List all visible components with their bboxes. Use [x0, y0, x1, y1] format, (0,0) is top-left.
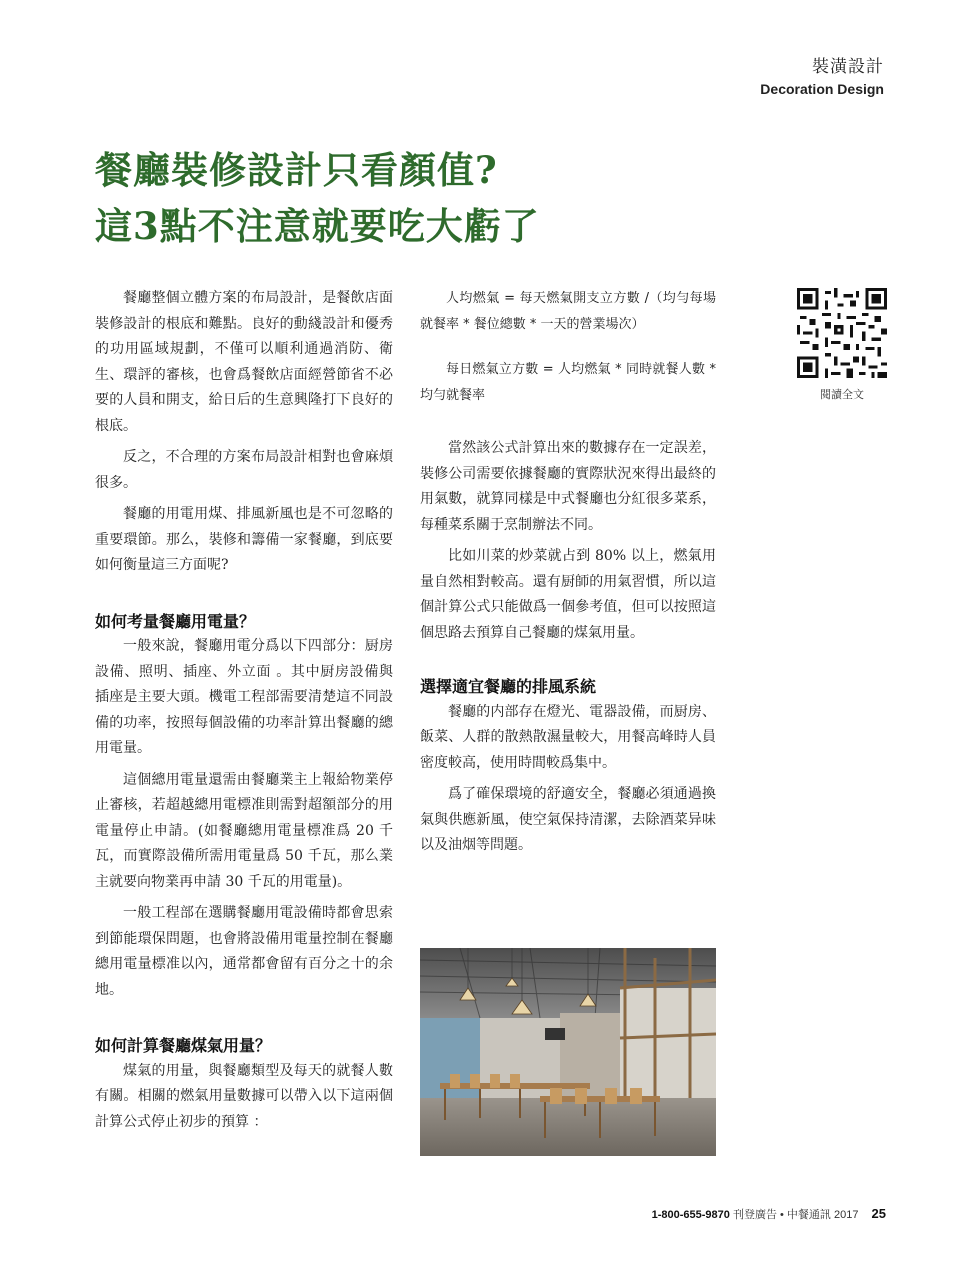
qr-code[interactable] [797, 288, 887, 378]
page-number: 25 [871, 1206, 886, 1221]
section-tag-zh: 裝潢設計 [812, 57, 884, 77]
qr-label: 閱讀全文 [820, 388, 864, 401]
paragraph: 餐廳的用電用煤、排風新風也是不可忽略的重要環節。那么，裝修和籌備一家餐廳，到底要如何衡量這三方面呢? [95, 506, 393, 573]
title-line-1: 餐廳裝修設計只看顏值? [95, 148, 498, 192]
footer-text: 刊登廣告 • 中餐通訊 2017 [732, 1209, 859, 1221]
paragraph: 當然該公式計算出來的數據存在一定誤差，裝修公司需要依據餐廳的實際狀況來得出最終的用氣數，就算同樣是中式餐廳也分紅很多菜系，每種菜系關于烹制辦法不同。 [420, 440, 716, 533]
left-column [95, 286, 393, 1135]
paragraph: 餐廳整個立體方案的布局設計，是餐飲店面裝修設計的根底和難點。良好的動綫設計和優秀的功用區域規劃，不僅可以順利通過消防、衛生、環評的審核，也會爲餐飲店面經營節省不必要的人員和開支，給日后的生意興隆打下良好的根底。 [95, 290, 393, 434]
section-tag [760, 52, 884, 97]
paragraph: 比如川菜的炒菜就占到 80% 以上，燃氣用量自然相對較高。還有厨師的用氣習慣，所以這個計算公式只能做爲一個參考值，但可以按照這個思路去預算自己餐廳的煤氣用量。 [420, 548, 716, 641]
title-line-2: 這3點不注意就要吃大虧了 [95, 204, 540, 248]
article-title [95, 142, 655, 254]
restaurant-interior-photo [420, 948, 716, 1156]
paragraph: 一般來說，餐廳用電分爲以下四部分：厨房設備、照明、插座、外立面 。其中厨房設備與插座是主要大頭。機電工程部需要清楚這不同設備的功率，按照每個設備的功率計算出餐廳的總用電量。 [95, 638, 393, 756]
right-column [420, 286, 716, 859]
section-heading-ventilation: 選擇適宜餐廳的排風系統 [420, 677, 597, 696]
paragraph: 餐廳的内部存在燈光、電器設備，而厨房、飯菜、人群的散熱散濕量較大，用餐高峰時人員密度較高，使用時間較爲集中。 [420, 703, 716, 771]
formula-gas-per-person: 人均燃氣 = 每天燃氣開支立方數 /（均勻每場就餐率 * 餐位總數 * 一天的營業場次） [420, 291, 716, 332]
page-footer [652, 1206, 886, 1222]
paragraph: 一般工程部在選購餐廳用電設備時都會思索到節能環保問題，也會將設備用電量控制在餐廳總用電量標准以內，通常都會留有百分之十的余地。 [95, 905, 393, 998]
section-heading-electricity: 如何考量餐廳用電量？ [95, 611, 256, 631]
section-tag-en: Decoration Design [760, 81, 884, 97]
paragraph: 爲了確保環境的舒適安全，餐廳必須通過換氣與供應新風，使空氣保持清潔，去除酒菜异味以及油烟等問題。 [420, 786, 716, 853]
formula-daily-gas: 每日燃氣立方數 = 人均燃氣 * 同時就餐人數 * 均勻就餐率 [420, 362, 716, 403]
paragraph: 這個總用電量還需由餐廳業主上報給物業停止審核，若超越總用電標准則需對超額部分的用電量停止申請。(如餐廳總用電量標准爲 20 千瓦，而實際設備所需用電量爲 50 千瓦，那么業主就要向物業再申請 30 千瓦的用電量)。 [95, 771, 393, 890]
section-heading-gas: 如何計算餐廳煤氣用量？ [95, 1036, 272, 1055]
footer-phone: 1-800-655-9870 [651, 1209, 730, 1221]
paragraph: 反之，不合理的方案布局設計相對也會麻煩很多。 [95, 449, 393, 491]
paragraph: 煤氣的用量，與餐廳類型及每天的就餐人數有關。相關的燃氣用量數據可以帶入以下這兩個計算公式停止初步的預算 ： [95, 1062, 393, 1130]
